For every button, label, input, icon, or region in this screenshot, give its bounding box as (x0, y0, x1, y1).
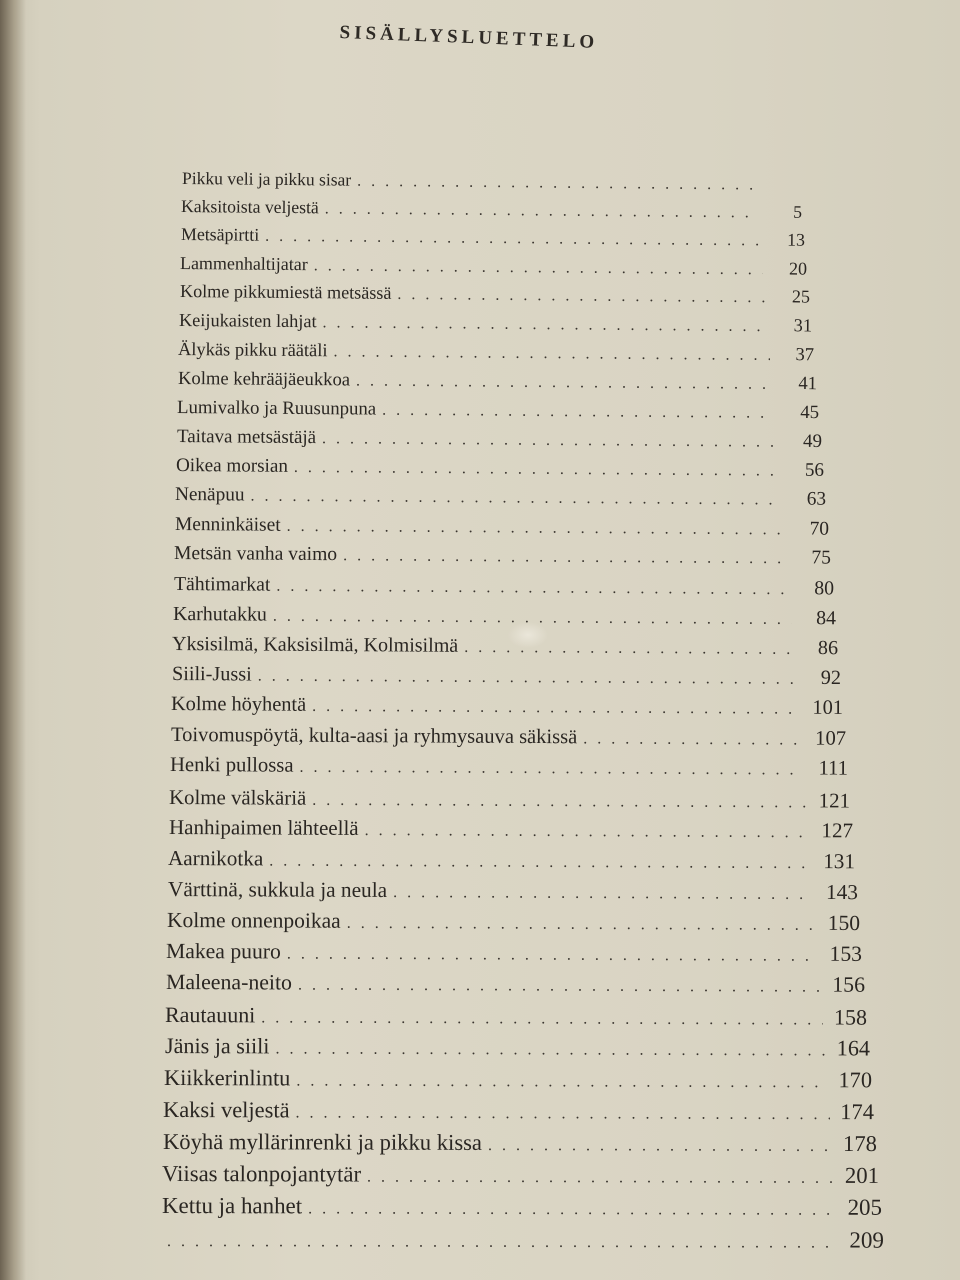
toc-leader-dots (488, 1137, 833, 1156)
toc-entry-title: Taitava metsästäjä (176, 425, 316, 448)
toc-entry (172, 663, 841, 695)
toc-entry (170, 754, 848, 786)
toc-leader-dots (397, 286, 766, 307)
toc-entry-title: Kaksi veljestä (163, 1096, 291, 1123)
toc-entry-title: Kiikkerinlintu (163, 1065, 291, 1091)
toc-entry-title: Lumivalko ja Ruusunpuna (177, 396, 377, 420)
toc-entry-page: 174 (840, 1098, 875, 1124)
toc-entry-page: 150 (827, 910, 861, 936)
toc-entry-page: 158 (834, 1004, 868, 1030)
toc-leader-dots (296, 1104, 830, 1124)
toc-leader-dots (357, 173, 756, 195)
toc-entry (171, 693, 843, 725)
toc-entry-title: Lammenhaltijatar (180, 252, 309, 274)
toc-entry-page: 45 (800, 401, 820, 423)
toc-entry-title: Siili-Jussi (171, 663, 252, 686)
toc-entry-page: 86 (818, 636, 839, 660)
toc-leader-dots (583, 730, 802, 749)
toc-leader-dots (356, 372, 773, 393)
toc-entry-title: Kaksitoista veljestä (181, 196, 320, 218)
toc-entry-title: Köyhä myllärinrenki ja pikku kissa (162, 1128, 482, 1155)
toc-leader-dots (269, 853, 811, 874)
toc-entry (175, 514, 829, 547)
toc-entry-title: Metsän vanha vaimo (174, 543, 338, 566)
toc-entry-page: 170 (838, 1067, 873, 1093)
toc-entry-title: Kolme höyhentä (171, 693, 307, 717)
toc-entry-page: 20 (789, 258, 808, 279)
toc-entry (166, 939, 862, 970)
toc-entry-title: Tähtimarkat (173, 573, 271, 596)
toc-entry-page: 75 (811, 547, 832, 569)
toc-leader-dots (325, 201, 758, 223)
toc-leader-dots (251, 488, 783, 510)
toc-entry (163, 1129, 877, 1159)
toc-entry-page: 107 (814, 727, 846, 750)
toc-entry-title: Viisas talonpojantytär (162, 1160, 362, 1187)
toc-entry (179, 310, 812, 343)
toc-entry-page: 37 (795, 343, 815, 365)
toc-entry-title: Yksisilmä, Kaksisilmä, Kolmisilmä (172, 632, 459, 657)
toc-entry-page: 101 (812, 696, 844, 720)
toc-leader-dots (167, 1233, 840, 1253)
toc-entry-page: 13 (786, 230, 805, 251)
toc-leader-dots (382, 401, 775, 422)
toc-entry (174, 543, 831, 576)
toc-leader-dots (265, 228, 761, 251)
toc-leader-dots (300, 759, 805, 780)
toc-entry-title: Kolme pikkumiestä metsässä (179, 281, 392, 304)
toc-entry-title: Kettu ja hanhet (161, 1192, 302, 1219)
toc-entry (162, 1193, 882, 1223)
toc-leader-dots (296, 1072, 828, 1092)
toc-leader-dots (275, 1041, 826, 1061)
toc-entry-title: Makea puuro (166, 939, 282, 964)
toc-entry-title: Kolme onnenpoikaa (166, 908, 341, 933)
toc-entry (177, 397, 819, 430)
toc-entry (173, 603, 836, 635)
toc-entry-title: Karhutakku (172, 603, 267, 626)
toc-entry-page: 80 (813, 577, 834, 600)
toc-entry-title: Henki pullossa (169, 754, 294, 777)
toc-entry-title: Hanhipaimen lähteellä (168, 815, 359, 841)
toc-entry-title: Rautauuni (165, 1001, 256, 1028)
toc-entry (175, 484, 826, 517)
toc-leader-dots (308, 1200, 838, 1219)
toc-leader-dots (465, 639, 795, 659)
toc-entry-page: 70 (809, 518, 829, 540)
toc-entry-page: 31 (793, 315, 813, 336)
toc-entry (178, 339, 814, 372)
toc-entry-page: 92 (820, 666, 841, 690)
toc-leader-dots (312, 698, 799, 719)
toc-leader-dots (364, 822, 808, 842)
toc-entry (176, 426, 821, 459)
toc-entry-title: Älykäs pikku räätäli (178, 338, 329, 360)
toc-entry-page: 156 (832, 973, 865, 998)
toc-leader-dots (273, 608, 792, 629)
toc-entry (165, 1002, 867, 1033)
toc-entry (171, 724, 846, 756)
toc-leader-dots (257, 668, 796, 689)
toc-entry-page: 5 (793, 201, 803, 222)
toc-entry-title: Keijukaisten lahjat (178, 310, 317, 332)
toc-entry-title: Metsäpirtti (180, 224, 260, 246)
toc-entry-page: 41 (798, 372, 817, 394)
toc-entry (176, 455, 824, 488)
toc-entry (165, 1033, 870, 1063)
toc-entry-page: 84 (816, 607, 837, 630)
toc-entry (169, 785, 850, 817)
toc-leader-dots (261, 1009, 823, 1029)
toc-entry (174, 573, 834, 605)
toc-entry (162, 1161, 879, 1191)
toc-entry (168, 877, 858, 908)
toc-entry (166, 970, 865, 1001)
toc-leader-dots (347, 915, 816, 935)
toc-entry-title: Oikea morsian (175, 455, 288, 477)
toc-entry-title: Maleena-neito (165, 970, 292, 995)
toc-entry-page: 111 (818, 757, 849, 780)
toc-entry-page: 178 (842, 1130, 877, 1156)
toc-entry-title: Jänis ja siili (164, 1033, 270, 1059)
toc-leader-dots (323, 314, 769, 336)
toc-entry-page: 25 (791, 286, 810, 307)
toc-leader-dots (393, 884, 814, 904)
toc-leader-dots (322, 430, 778, 452)
toc-entry (178, 368, 817, 401)
toc-leader-dots (313, 791, 807, 812)
toc-leader-dots (287, 946, 818, 966)
toc-entry-page: 143 (825, 879, 858, 905)
toc-entry-page: 164 (836, 1035, 870, 1061)
toc-entry-page: 56 (804, 459, 825, 481)
toc-entry-title: Nenäpuu (175, 484, 245, 506)
toc-leader-dots (294, 459, 780, 481)
toc-leader-dots (343, 548, 787, 569)
toc-entry (172, 633, 838, 665)
toc-entry (163, 1097, 874, 1127)
toc-leader-dots (276, 578, 790, 599)
toc-entry-page: 127 (821, 818, 853, 843)
toc-entry (161, 1225, 884, 1255)
toc-entry-title: Kolme välskäriä (169, 784, 307, 810)
toc-entry-page: 131 (823, 849, 856, 874)
toc-entry-title: Toivomuspöytä, kulta-aasi ja ryhmysauva säkissä (170, 723, 577, 748)
toc-entry (169, 815, 853, 846)
toc-entry (164, 1065, 872, 1095)
toc-leader-dots (334, 343, 771, 365)
toc-entry (168, 846, 855, 877)
toc-leader-dots (367, 1168, 835, 1187)
toc-entry-page: 209 (849, 1226, 885, 1253)
toc-entry (167, 908, 860, 939)
toc-entry-page: 201 (844, 1162, 880, 1188)
toc-entry-page: 153 (829, 941, 863, 967)
toc-entry-page: 121 (819, 787, 851, 813)
toc-leader-dots (314, 257, 763, 279)
toc-entry-title: Kolme kehrääjäeukkoa (177, 367, 350, 391)
toc-entry-title: Värttinä, sukkula ja neula (167, 876, 387, 902)
toc-entry-page: 205 (847, 1194, 882, 1220)
toc-entry-title: Menninkäiset (174, 513, 281, 536)
toc-entry-title: Pikku veli ja pikku sisar (181, 168, 352, 190)
toc-leader-dots (298, 977, 821, 997)
page-title: SISÄLLYSLUETTELO (339, 22, 599, 53)
toc-leader-dots (286, 518, 784, 540)
toc-entry-page: 63 (807, 488, 827, 511)
toc-entry-title: Aarnikotka (168, 846, 264, 871)
toc-entry-page: 49 (802, 430, 822, 452)
